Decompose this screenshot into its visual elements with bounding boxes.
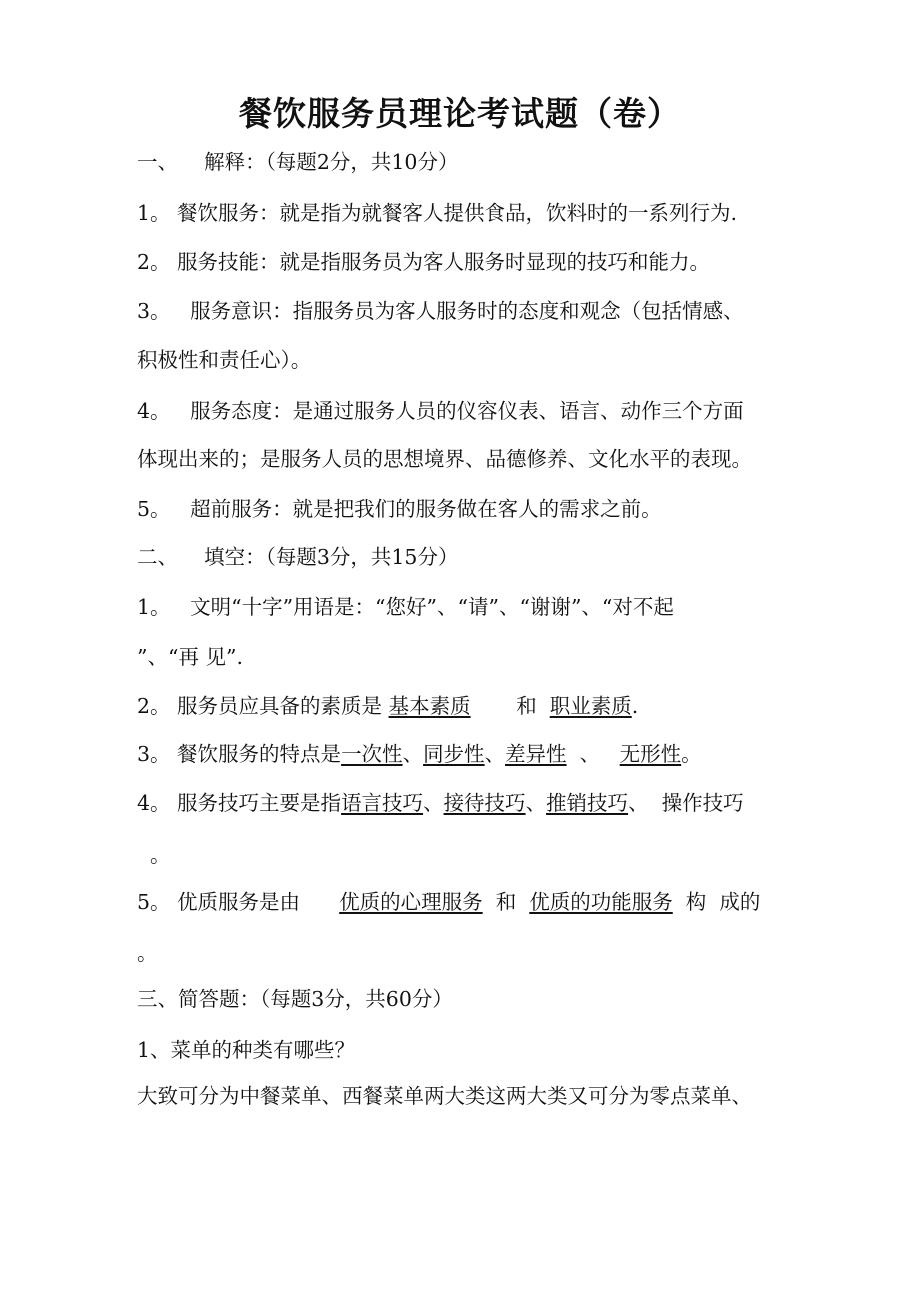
text-segment: 、 — [423, 791, 444, 815]
text-line — [137, 593, 674, 621]
answer-blank: 优质的心理服务 — [339, 890, 483, 914]
answer-blank: 一次性 — [341, 742, 403, 766]
text-segment: 。 — [137, 843, 171, 867]
text-segment: 1。 餐饮服务：就是指为就餐客人提供食品，饮料时的一系列行为. — [137, 201, 738, 225]
answer-blank: 基本素质 — [388, 694, 471, 718]
text-line — [137, 789, 744, 817]
text-segment: 积极性和责任心）。 — [137, 348, 312, 372]
text-segment: 体现出来的；是服务人员的思想境界、品德修养、文化水平的表现。 — [137, 447, 752, 471]
text-segment: . — [631, 694, 639, 718]
answer-blank: 接待技巧 — [443, 791, 526, 815]
text-segment: 和 — [482, 890, 530, 914]
text-line — [137, 148, 458, 176]
text-segment: 5。 超前服务：就是把我们的服务做在客人的需求之前。 — [137, 497, 662, 521]
text-line — [137, 445, 752, 473]
text-segment: 三、简答题：（每题3分，共60分） — [137, 987, 453, 1011]
text-segment: 1、菜单的种类有哪些？ — [137, 1038, 356, 1062]
text-line — [137, 397, 744, 425]
text-segment: 5。 优质服务是由 — [137, 890, 340, 914]
answer-blank: 职业素质 — [549, 694, 632, 718]
text-segment: ”、“再 见”. — [137, 645, 243, 669]
text-segment: 3。 服务意识：指服务员为客人服务时的态度和观念（包括情感、 — [137, 299, 744, 323]
text-segment: 构 成的 — [672, 890, 761, 914]
text-line — [137, 1082, 752, 1110]
text-line — [137, 643, 243, 671]
answer-blank: 差异性 — [505, 742, 567, 766]
document-title: 餐饮服务员理论考试题（卷） — [239, 94, 681, 133]
text-segment: 4。 服务技巧主要是指 — [137, 791, 342, 815]
text-segment: 、 — [402, 742, 424, 766]
text-line — [137, 543, 458, 571]
text-line — [137, 199, 737, 227]
text-segment: 、 — [484, 742, 506, 766]
answer-blank: 同步性 — [423, 742, 485, 766]
text-line — [137, 495, 662, 523]
text-line — [137, 346, 311, 374]
answer-blank: 语言技巧 — [341, 791, 424, 815]
text-line — [137, 1036, 355, 1064]
text-segment: 。 — [137, 941, 158, 965]
text-line — [137, 841, 171, 869]
text-segment: 、 — [566, 742, 620, 766]
text-segment: 2。 服务员应具备的素质是 — [137, 694, 389, 718]
text-line — [137, 740, 702, 768]
text-segment: 1。 文明“十字”用语是：“您好”、“请”、“谢谢”、“对不起 — [137, 595, 674, 619]
answer-blank: 无形性 — [619, 742, 682, 766]
text-segment: 二、 填空：（每题3分，共15分） — [137, 545, 459, 569]
text-line — [137, 939, 158, 967]
answer-blank: 优质的功能服务 — [529, 890, 673, 914]
text-segment: 3。 餐饮服务的特点是 — [137, 742, 342, 766]
text-line — [137, 248, 710, 276]
text-segment: 4。 服务态度：是通过服务人员的仪容仪表、语言、动作三个方面 — [137, 399, 744, 423]
text-segment: 。 — [681, 742, 702, 766]
text-segment: 2。 服务技能：就是指服务员为客人服务时显现的技巧和能力。 — [137, 250, 711, 274]
text-segment: 和 — [470, 694, 550, 718]
text-segment: 大致可分为中餐菜单、西餐菜单两大类这两大类又可分为零点菜单、 — [137, 1084, 752, 1108]
text-line — [137, 888, 760, 916]
answer-blank: 推销技巧 — [546, 791, 629, 815]
text-segment: 一、 解释：（每题2分，共10分） — [137, 150, 459, 174]
text-segment: 、 操作技巧 — [628, 791, 744, 815]
text-line — [137, 297, 744, 325]
text-line — [137, 692, 638, 720]
text-line — [137, 985, 453, 1013]
text-segment: 、 — [525, 791, 547, 815]
